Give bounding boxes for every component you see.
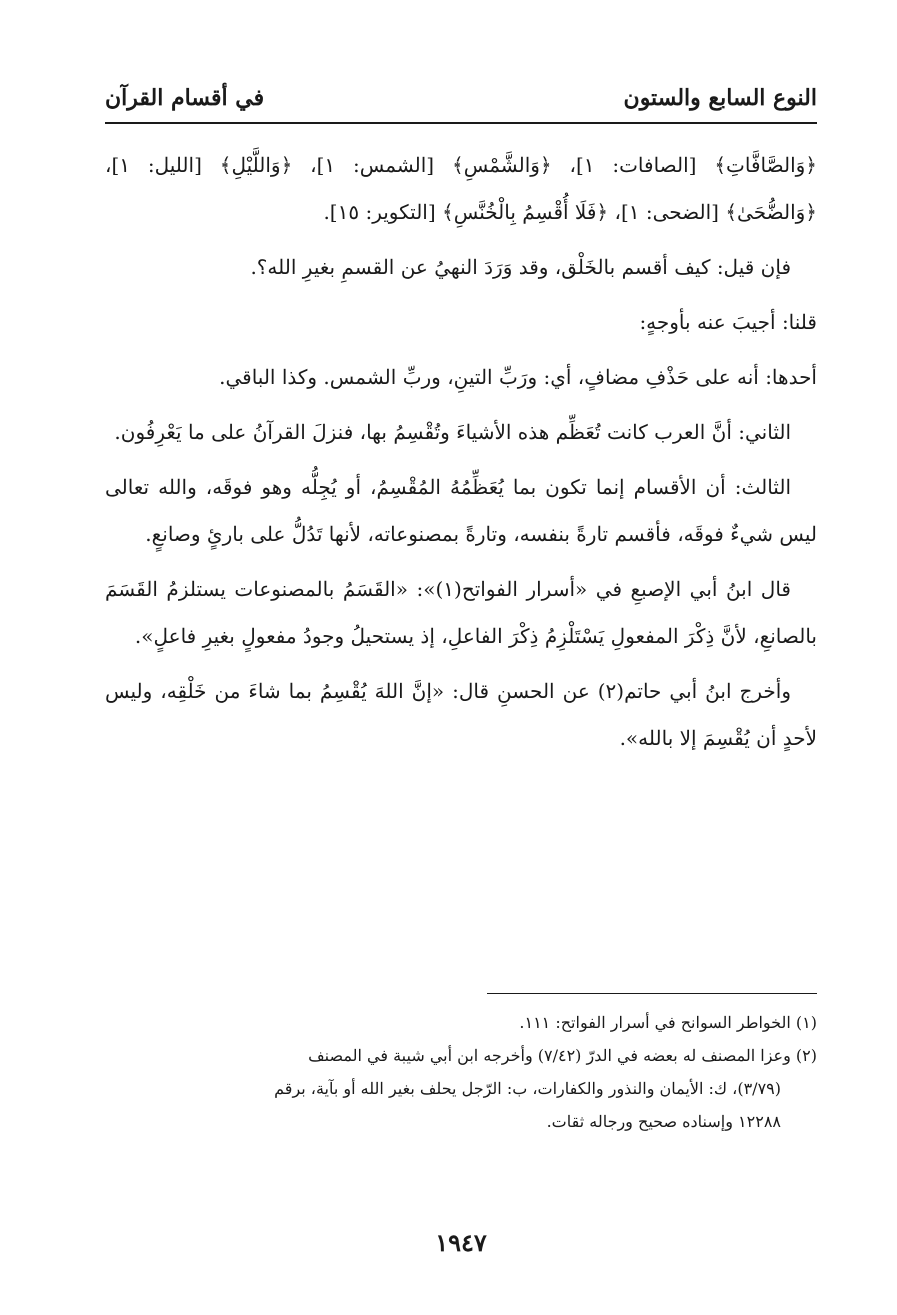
chapter-title: النوع السابع والستون [623, 85, 817, 111]
footnotes [105, 1006, 817, 1138]
running-header [105, 78, 817, 118]
section-title: في أقسام القرآن [105, 85, 265, 111]
paragraph-second-reason: الثاني: أنَّ العرب كانت تُعَظِّم هذه الأشياءَ وتُقْسِمُ بها، فنزلَ القرآنُ على ما يَعْرِفُون. [114, 420, 791, 444]
paragraph-question: فإن قيل: كيف أقسم بالخَلْق، وقد وَرَدَ النهيُ عن القسمِ بغيرِ الله؟. [250, 255, 791, 279]
paragraph-al-hasan-quote: وأخرج ابنُ أبي حاتم(٢) عن الحسنِ قال: «إنَّ اللهَ يُقْسِمُ بما شاءَ من خَلْقِه، وليس لأحدٍ أن يُقْسِمَ إلا بالله». [105, 679, 817, 750]
footnote-1: (١) الخواطر السوانح في أسرار الفواتح: ١١١. [519, 1013, 817, 1032]
paragraph-quran-oaths: ﴿وَالصَّافَّاتِ﴾ [الصافات: ١]، ﴿وَالشَّمْسِ﴾ [الشمس: ١]، ﴿وَاللَّيْلِ﴾ [الليل: ١]، ﴿وَالضُّحَىٰ﴾ [الضحى: ١]، ﴿فَلَا أُقْسِمُ بِالْخُنَّسِ﴾ [التكوير: ١٥]. [105, 153, 817, 224]
paragraph-ibn-abi-al-isba-quote: قال ابنُ أبي الإصبعِ في «أسرار الفواتح(١)»: «القَسَمُ بالمصنوعات يستلزمُ القَسَمَ بالصانعِ، لأنَّ ذِكْرَ المفعولِ يَسْتَلْزِمُ ذِكْرَ الفاعلِ، إذ يستحيلُ وجودُ مفعولٍ بغيرِ فاعلٍ». [105, 577, 817, 648]
footnote-2: (٢) وعزا المصنف له بعضه في الدرّ (٧/٤٢) وأخرجه ابن أبي شيبة في المصنف [308, 1046, 817, 1065]
paragraph-answer-intro: قلنا: أجيبَ عنه بأوجهٍ: [639, 310, 817, 334]
main-text [105, 142, 817, 770]
footnote-2-end: ١٢٢٨٨ وإسناده صحيح ورجاله ثقات. [546, 1112, 781, 1131]
header-divider [105, 122, 817, 124]
book-page [105, 60, 817, 1280]
footnote-divider [487, 993, 817, 994]
paragraph-third-reason: الثالث: أن الأقسام إنما تكون بما يُعَظِّمُهُ المُقْسِمُ، أو يُجِلُّه وهو فوقَه، والله تعالى ليس شيءٌ فوقَه، فأقسم تارةً بنفسه، وتارةً بمصنوعاته، لأنها تَدُلُّ على بارئٍ وصانعٍ. [105, 475, 817, 546]
footnote-2-continued: (٣/٧٩)، ك: الأيمان والنذور والكفارات، ب: الرّجل يحلف بغير الله أو بآية، برقم [274, 1079, 781, 1098]
paragraph-first-reason: أحدها: أنه على حَذْفِ مضافٍ، أي: ورَبِّ التينِ، وربِّ الشمس. وكذا الباقي. [219, 365, 817, 389]
page-number: ١٩٤٧ [435, 1228, 487, 1257]
